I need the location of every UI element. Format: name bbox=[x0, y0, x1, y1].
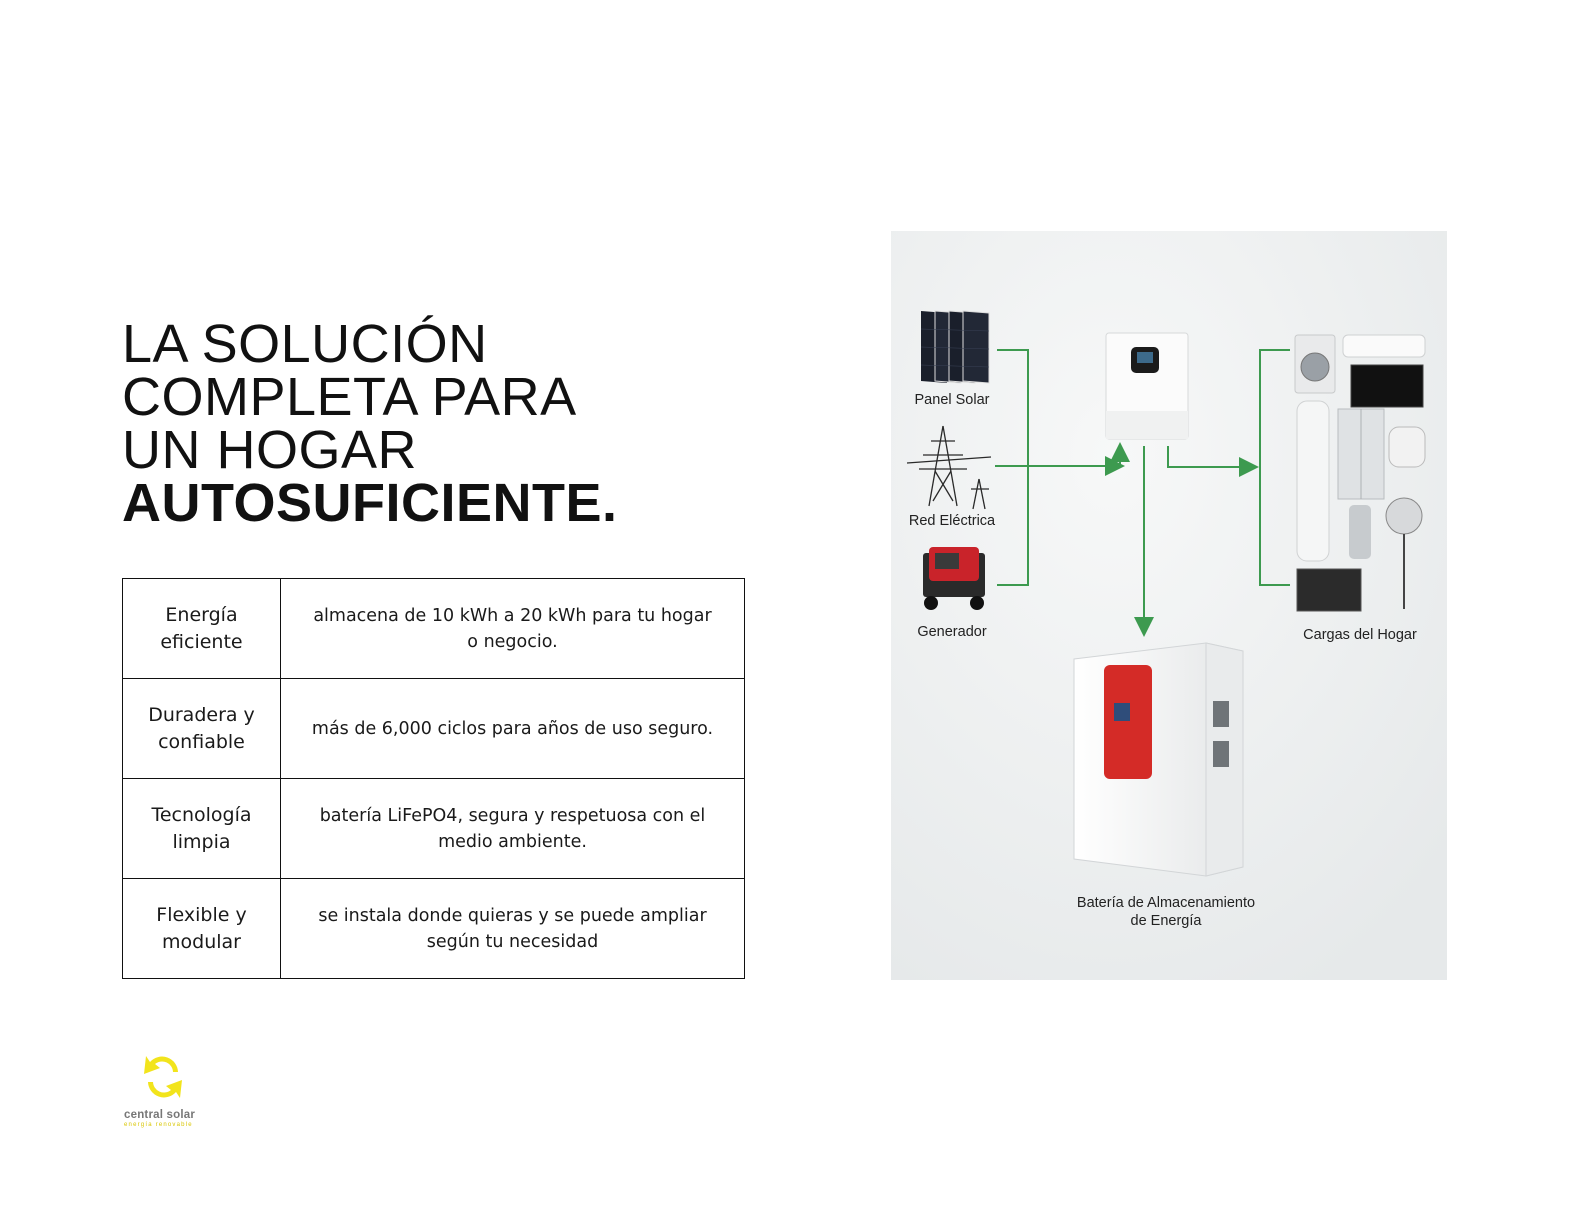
headline bbox=[122, 314, 762, 533]
feature-description: más de 6,000 ciclos para años de uso seguro. bbox=[281, 679, 745, 779]
feature-description: se instala donde quieras y se puede ampliar según tu necesidad bbox=[281, 879, 745, 979]
central-solar-logo bbox=[122, 1052, 212, 1132]
feature-description: almacena de 10 kWh a 20 kWh para tu hogar o negocio. bbox=[281, 579, 745, 679]
table-row bbox=[123, 579, 745, 679]
label-generator: Generador bbox=[917, 624, 987, 640]
table-row bbox=[123, 879, 745, 979]
recycle-arrows-icon bbox=[142, 1052, 184, 1104]
label-battery-line-2: de Energía bbox=[1130, 913, 1202, 929]
energy-system-diagram bbox=[891, 231, 1447, 980]
label-home-loads: Cargas del Hogar bbox=[1303, 627, 1417, 643]
battery-cabinet-icon bbox=[1074, 643, 1243, 876]
label-battery-line-1: Batería de Almacenamiento bbox=[1076, 895, 1256, 911]
table-row bbox=[123, 679, 745, 779]
inverter-icon bbox=[1106, 333, 1188, 439]
headline-line-2: COMPLETA PARA bbox=[122, 367, 577, 427]
label-grid: Red Eléctrica bbox=[908, 513, 996, 529]
label-solar-panel: Panel Solar bbox=[914, 392, 990, 408]
table-row bbox=[123, 779, 745, 879]
solar-panel-icon bbox=[921, 311, 989, 383]
feature-title: Tecnología limpia bbox=[123, 779, 281, 879]
logo-brand-text: central solar bbox=[124, 1109, 195, 1121]
headline-line-1: LA SOLUCIÓN bbox=[122, 314, 488, 374]
headline-line-4: AUTOSUFICIENTE. bbox=[122, 473, 618, 533]
features-table bbox=[122, 578, 745, 979]
feature-title: Duradera y confiable bbox=[123, 679, 281, 779]
logo-tagline: energía renovable bbox=[124, 1122, 193, 1128]
feature-title: Energía eficiente bbox=[123, 579, 281, 679]
feature-description: batería LiFePO4, segura y respetuosa con el medio ambiente. bbox=[281, 779, 745, 879]
feature-title: Flexible y modular bbox=[123, 879, 281, 979]
headline-line-3: UN HOGAR bbox=[122, 420, 418, 480]
